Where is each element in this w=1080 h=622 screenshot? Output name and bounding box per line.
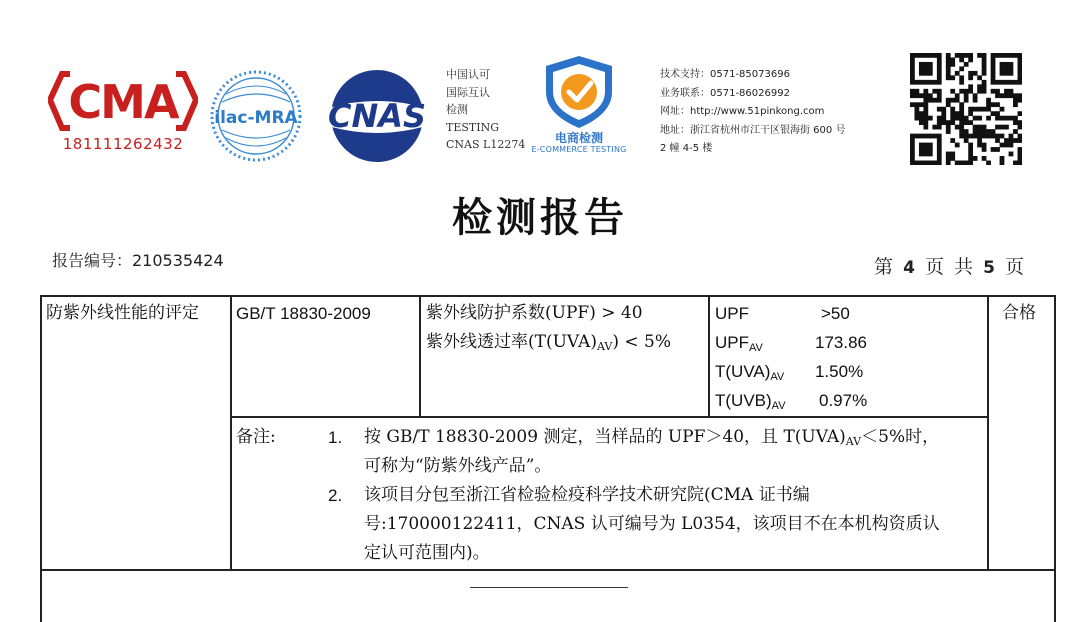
contact-info (660, 66, 900, 159)
result-label-sub: AV (770, 371, 785, 383)
note-line: 定认可范围内)。 (364, 543, 490, 563)
result-value: 173.86 (815, 333, 867, 352)
requirement-uva-sub: AV (596, 340, 613, 353)
note-number: 2. (328, 486, 343, 505)
result-row (715, 357, 863, 386)
ilac-mra-logo (208, 68, 304, 164)
report-title: 检测报告 (452, 194, 628, 241)
test-item: 防紫外线性能的评定 (46, 303, 199, 323)
result-row (715, 386, 867, 415)
page-indicator (874, 252, 1024, 279)
result-value: 1.50% (815, 362, 864, 381)
requirement-uva-prefix: 紫外线透过率(T(UVA) (426, 332, 597, 352)
requirement-upf (426, 299, 643, 328)
ecommerce-testing-logo (522, 52, 636, 162)
cma-number: 181111262432 (62, 135, 184, 153)
page-prefix: 第 (874, 256, 894, 278)
page-suffix: 页 (1004, 256, 1024, 278)
shield-check-icon (522, 52, 636, 132)
note-number: 1. (328, 428, 343, 447)
note-line: ＜5%时， (861, 427, 940, 447)
result-label-sub: AV (771, 400, 786, 412)
result-value: 0.97% (819, 391, 868, 410)
accreditation-line: TESTING (446, 120, 499, 134)
cma-logo (48, 70, 198, 160)
ecommerce-cn-label: 电商检测 (554, 131, 603, 145)
contact-website[interactable]: 网址：http://www.51pinkong.com (660, 106, 825, 117)
accreditation-line: 国际互认 (446, 85, 490, 99)
cnas-text: CNAS (327, 97, 427, 135)
result-label: UPF (715, 304, 749, 323)
ilac-text: ilac-MRA (214, 108, 298, 128)
ecommerce-en-label: E-COMMERCE TESTING (531, 145, 627, 154)
note-text (364, 423, 984, 452)
result-value: >50 (821, 304, 850, 323)
requirement-uva-suffix: ) < 5% (612, 332, 671, 352)
result-label: T(UVB) (715, 391, 772, 410)
result-row (715, 299, 850, 328)
page-mid: 页 共 (925, 256, 974, 278)
contact-business: 业务联系：0571-86026992 (660, 87, 790, 99)
requirement-uva (426, 328, 671, 357)
result-label: T(UVA) (715, 362, 771, 381)
cma-text: CMA (68, 75, 178, 129)
note-sub: AV (845, 435, 862, 448)
accreditation-line: 中国认可 (446, 68, 490, 81)
accreditation-line: 检测 (446, 103, 468, 116)
cnas-logo (318, 68, 436, 164)
conclusion: 合格 (1002, 303, 1036, 323)
contact-address: 地址：浙江省杭州市江干区银海街 600 号 (660, 124, 846, 136)
report-number: 报告编号：210535424 (52, 251, 224, 270)
result-table (40, 295, 1056, 622)
requirement-upf-text: 紫外线防护系数(UPF) > 40 (426, 303, 643, 323)
accreditation-line: CNAS L12274 (446, 138, 526, 151)
qr-code (910, 53, 1022, 165)
contact-tech-support: 技术支持：0571-85073696 (660, 69, 790, 80)
page-total: 5 (983, 258, 995, 278)
page-current: 4 (903, 258, 915, 278)
note-line: 按 GB/T 18830-2009 测定，当样品的 UPF＞40，且 T(UVA) (364, 427, 846, 447)
test-standard: GB/T 18830-2009 (236, 304, 371, 323)
note-line: 号:170000122411，CNAS 认可编号为 L0354，该项目不在本机构资质认 (364, 514, 940, 534)
notes-label: 备注: (236, 427, 276, 447)
cma-mark (48, 70, 198, 134)
result-label: UPF (715, 333, 749, 352)
result-label-sub: AV (749, 342, 763, 354)
accreditation-text (446, 66, 526, 154)
result-row (715, 328, 867, 357)
note-line: 可称为“防紫外线产品”。 (364, 456, 552, 476)
end-divider (470, 587, 628, 588)
note-line: 该项目分包至浙江省检验检疫科学技术研究院(CMA 证书编 (364, 485, 810, 505)
contact-address-line2: 2 幢 4-5 楼 (660, 143, 713, 154)
